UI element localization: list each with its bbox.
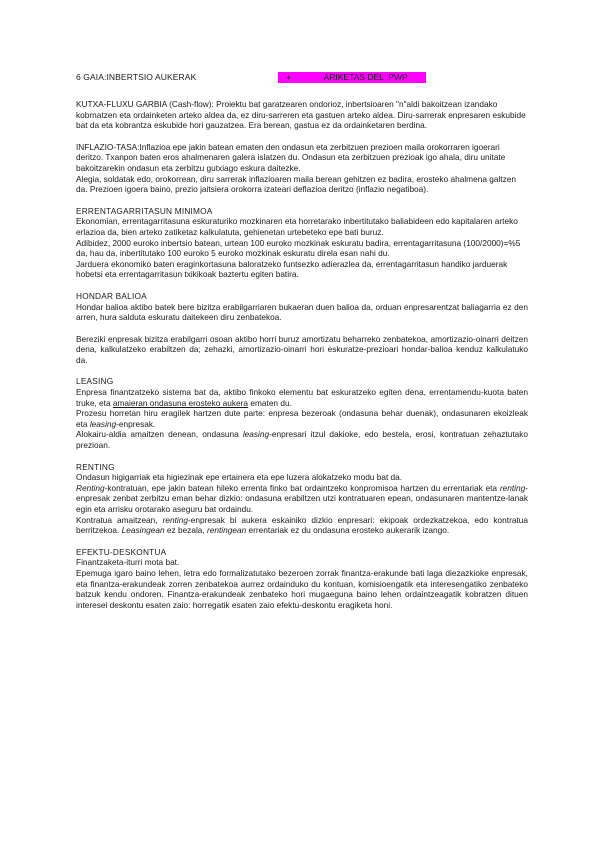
leasing-p3-text: Alokairu-aldia amaitzen denean, ondasuna — [76, 429, 243, 440]
hondar-p2: Bereziki enpresak bizitza erabilgarri osoan aktibo horri buruz amortizatu beharreko zenbatekoa, amortizazio-oinarri deitzen dena, kalkulatzeko erabiltzen da; zehazki, amortizazio-oinarri hori eskuratze-prezioari hondar-balioa kenduz kalkulatuko da. — [76, 333, 528, 365]
kutxa-label: KUTXA-FLUXU GARBIA (Cash-flow): — [76, 99, 214, 109]
leasing-p3-italic: leasing — [242, 429, 270, 440]
inflazio-paragraph-2: Alegia, soldatak edo, orokorrean, diru sarrerak inflazioaren maila berean gehitzen ez badira, erosteko ahalmena galtzen da. Prezioen igoera baino, prezio jaitsiera orokorra izateari deflazioa deritzo (inflazio negatiboa). — [76, 173, 516, 195]
leasing-p2-end: -enpresak. — [116, 418, 156, 429]
renting-p3-text-3: ez bezala, — [164, 525, 208, 536]
page-title: 6 GAIA:INBERTSIO AUKERAK — [76, 72, 197, 82]
leasing-heading: LEASING — [76, 376, 114, 387]
leasing-p1 — [76, 387, 528, 408]
leasing-p3-end: -enpresari itzul dakioke, edo bestela, erosi, kontratuan zehaztutako prezioan. — [76, 429, 529, 451]
renting-p3-text-2: -enpresak bi aukera eskainiko dizkio enpresari: ekipoak ordezkatzekoa, edo kontratua berritzekoa. — [76, 514, 528, 536]
errentagarritasun-p3: Jarduera ekonomiko baten eraginkortasuna baloratzeko funtsezko adierazlea da, errentagarritasun handiko jarduerak hobetsi eta errentagarritasun txikikoak baztertu egiten batira. — [76, 258, 508, 280]
renting-p3-end: errentariak ez du ondasuna erosteko aukerarik izango. — [246, 525, 450, 536]
highlight-tag: + ARIKETAS DEL PWP — [278, 72, 426, 83]
document-body — [76, 99, 528, 610]
renting-p2-text: -kontratuan, epe jakin batean hileko errenta finko bat ordaintzeko konpromisoa hartzen du errentariak eta — [104, 482, 500, 493]
leasing-p2-text: Prozesu horretan hiru eragilek hartzen dute parte: enpresa bezeroak (ondasuna behar duenak), ondasunaren ekoizleak eta — [76, 408, 528, 429]
errentagarritasun-heading: ERRENTAGARRITASUN MINIMOA — [76, 205, 213, 216]
leasing-p3 — [76, 429, 528, 450]
renting-p2-italic-2: renting — [499, 482, 526, 493]
renting-p3 — [76, 515, 528, 536]
efektu-heading: EFEKTU-DESKONTUA — [76, 546, 167, 557]
renting-p2-italic: Renting — [76, 482, 105, 493]
renting-p3-italic-3: rentingean — [207, 525, 247, 536]
renting-heading: RENTING — [76, 461, 115, 472]
inflazio-paragraph — [76, 142, 528, 174]
kutxa-text: Proiektu bat garatzearen ondorioz, inbertsioaren "n"aldi bakoitzean izandako kobrnatzen eta ordainketen arteko aldea da, ez diru-sarreren eta gastuen arteko aldea. Diru-sarrerak enpresaren eskubide bat da eta kobrantza eskubide hori gauzatzea. Era berean, gastua ez da ordainketaren berdina. — [76, 99, 526, 131]
renting-p3-text: Kontratua amaitzean, — [76, 514, 163, 525]
inflazio-label: INFLAZIO-TASA: — [76, 141, 140, 152]
renting-p3-italic-2: Leasingean — [121, 525, 165, 536]
leasing-p1-end: ematen du. — [248, 397, 292, 408]
hondar-heading: HONDAR BALIOA — [76, 290, 147, 301]
leasing-p2-italic: leasing — [89, 418, 117, 429]
leasing-p1-text: Enpresa finantzatzeko sistema bat da, aktibo finkoko elementu bat eskuratzeko egiten dena, errentamendu-kuota baten truke, eta — [76, 387, 528, 408]
page-header — [76, 72, 528, 84]
renting-p2 — [76, 483, 528, 515]
leasing-p1-underlined: amaieran ondasuna erosteko aukera — [112, 397, 249, 408]
errentagarritasun-p2: Adibidez, 2000 euroko inbertsio batean, urtean 100 euroko mozkinak eskuratu badira, errentagarritasuna (100/2000)=%5 da, hau da, inbertitutako 100 euroko 5 euroko mozkinak eskuratu direla esan nahi du. — [76, 237, 521, 259]
kutxa-paragraph — [76, 99, 528, 131]
efektu-p1: Finantzaketa-iturri mota bat. — [76, 557, 180, 568]
inflazio-text: Inflazioa epe jakin batean ematen den ondasun eta zerbitzuen prezioen maila orokorraren igoerari deritzo. Txanpon baten eros ahalmenaren galera islatzen du. Ondasun eta zerbitzuen prezioak igo ahala, diru unitate bakoitzarekin ondasun eta zerbitzu gutxiago eskura daitezke. — [76, 141, 506, 173]
errentagarritasun-p1: Ekonomian, errentagarritasuna eskuraturiko mozkinaren eta horretarako inbertitutako baliabideen edo kapitalaren arteko erlazioa da, bien arteko zatiketaz kalkulatuta, gehienetan urtebeteko epe bati buruz. — [76, 216, 518, 237]
hondar-p1: Hondar balioa aktibo batek bere bizitza erabilgarriaren bukaeran duen balioa da, orduan enpresarentzat baliagarria ez den arren, hura salduta eskuratu daitekeen diru zenbatekoa. — [76, 301, 528, 323]
renting-p2-end: -enpresak zenbat zerbitzu eman behar dizkio: ondasuna erabiltzen utzi kontratuaren epean, ondasunaren mantentze-lanak egin eta arrisku orotarako aseguru bat ordaindu. — [76, 482, 528, 514]
efektu-p2: Epemuga igaro baino lehen, letra edo formalizatutako bezeroen zorrak finantza-erakunde bati laga diezazkioke enpresak, eta finantza-erakundeak zorren zenbatekoa aurrez ordainduko du kontuan, komisioengatik eta interesengatiko zenbateko batzuk kendu ondoren. Finantza-erakundeak zenbateko hori mugaeguna baino lehen ordaintzeagatik kobratzen dituen interesei deskontu esaten zaio: horregatik esaten zaio efektu-deskontu eragiketa honi. — [76, 567, 528, 610]
leasing-p2 — [76, 408, 528, 429]
renting-p1: Ondasun higigarriak eta higiezinak epe ertainera eta epe luzera alokatzeko modu bat da. — [76, 472, 403, 483]
renting-p3-italic: renting — [162, 514, 188, 525]
